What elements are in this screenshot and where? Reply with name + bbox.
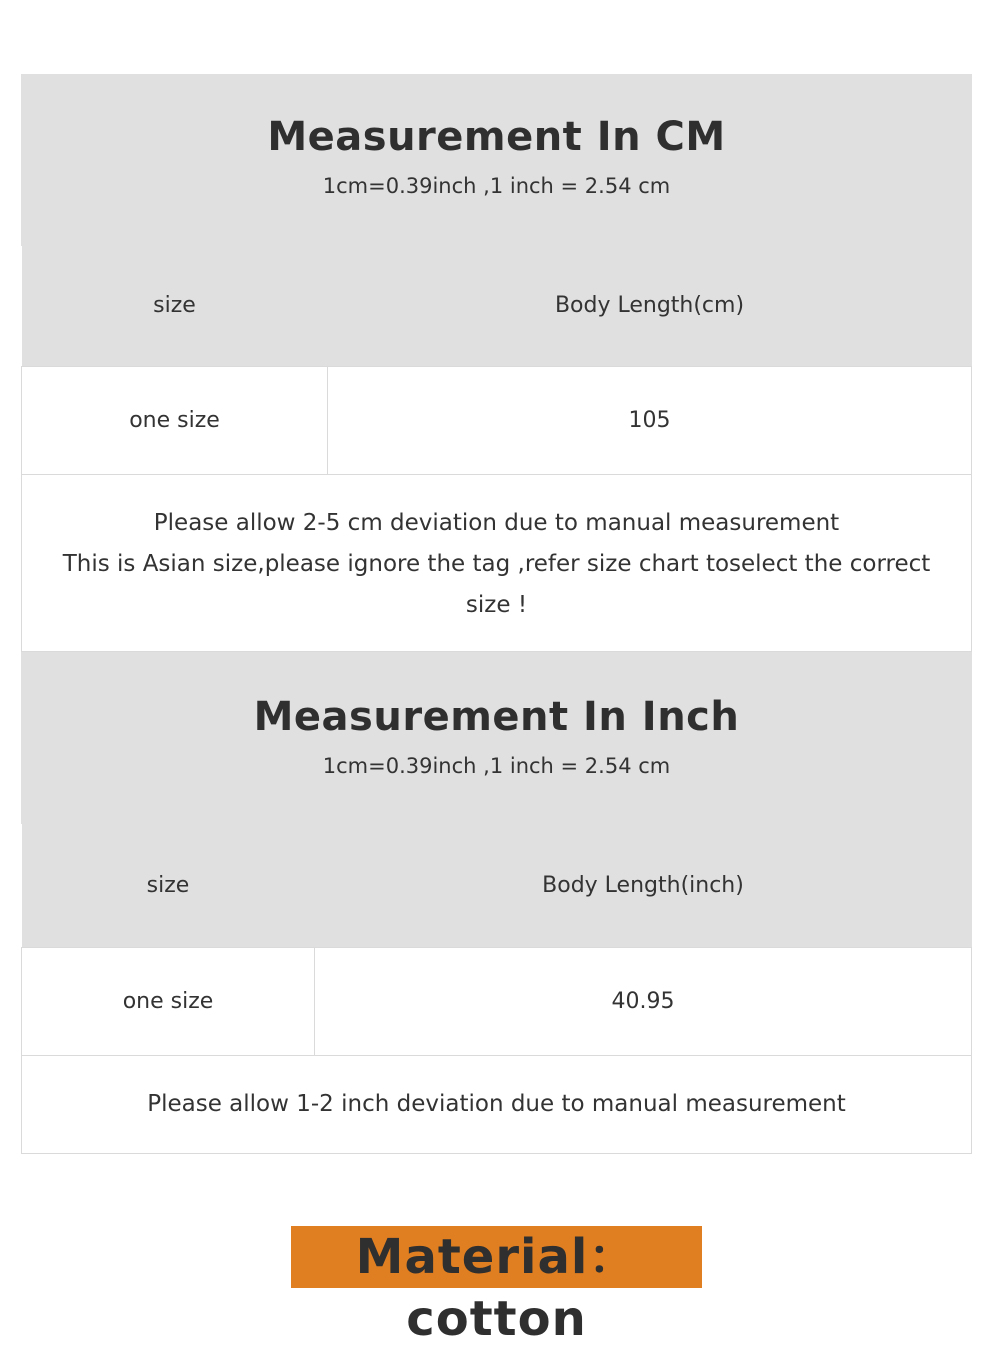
inch-table	[21, 824, 972, 1057]
cm-cell-length: 105	[328, 366, 972, 474]
cm-note	[21, 475, 972, 652]
cm-header-size: size	[22, 246, 328, 366]
cm-conversion: 1cm=0.39inch ,1 inch = 2.54 cm	[322, 174, 671, 198]
inch-conversion: 1cm=0.39inch ,1 inch = 2.54 cm	[322, 753, 671, 778]
inch-cell-length: 40.95	[315, 948, 972, 1056]
cm-note-line2: This is Asian size,please ignore the tag ,refer size chart toselect the correct size !	[62, 550, 931, 618]
material-label: Material： cotton	[291, 1226, 702, 1288]
table-row	[22, 948, 972, 1056]
inch-note-line1: Please allow 1-2 inch deviation due to manual measurement	[147, 1091, 846, 1117]
cm-title: Measurement In CM	[267, 114, 726, 160]
material-banner	[0, 1226, 1000, 1347]
inch-header-size: size	[22, 824, 315, 948]
inch-title: Measurement In Inch	[253, 693, 740, 740]
size-chart	[21, 74, 972, 1154]
cm-cell-size: one size	[22, 366, 328, 474]
cm-header-length: Body Length(cm)	[328, 246, 972, 366]
inch-header-row	[22, 824, 972, 948]
cm-table	[21, 246, 972, 475]
inch-header-length: Body Length(inch)	[315, 824, 972, 948]
cm-note-line1: Please allow 2-5 cm deviation due to manual measurement	[153, 509, 840, 536]
inch-note	[21, 1056, 972, 1154]
cm-header-row	[22, 246, 972, 366]
cm-title-panel	[21, 74, 972, 246]
table-row	[22, 366, 972, 474]
inch-title-panel	[21, 652, 972, 824]
inch-cell-size: one size	[22, 948, 315, 1056]
